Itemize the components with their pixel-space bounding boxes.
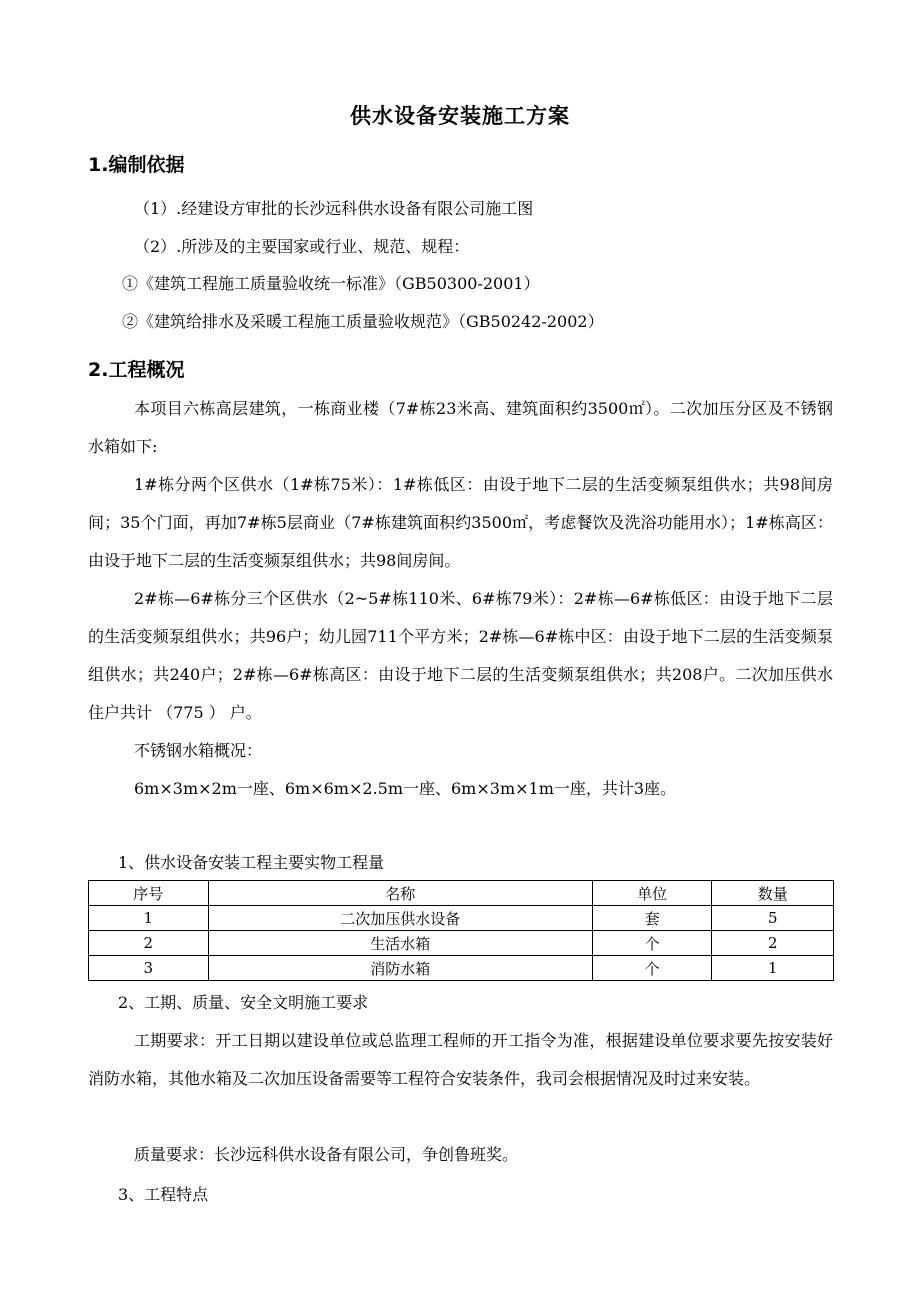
table-cell-index: 1 <box>89 906 209 931</box>
section-heading-features: 3、工程特点 <box>118 1185 209 1204</box>
basis-item-1: （1）.经建设方审批的长沙远科供水设备有限公司施工图 <box>134 199 534 218</box>
table-cell-name: 二次加压供水设备 <box>208 906 592 931</box>
table-cell-name: 消防水箱 <box>208 956 592 981</box>
basis-standard-2: ②《建筑给排水及采暖工程施工质量验收规范》（GB50242-2002） <box>122 312 604 331</box>
section-heading-overview: 2.工程概况 <box>88 359 185 381</box>
document-title: 供水设备安装施工方案 <box>350 104 570 128</box>
table-row <box>89 956 834 981</box>
table-cell-quantity: 5 <box>712 906 834 931</box>
table-header-name: 名称 <box>208 881 592 906</box>
table-header-row <box>89 881 834 906</box>
overview-tank-dimensions: 6m×3m×2m一座、6m×6m×2.5m一座、6m×3m×1m一座，共计3座。 <box>134 779 677 798</box>
basis-item-2: （2）.所涉及的主要国家或行业、规范、规程： <box>134 237 470 256</box>
table-header-unit: 单位 <box>592 881 712 906</box>
table-header-quantity: 数量 <box>712 881 834 906</box>
table-row <box>89 906 834 931</box>
schedule-requirement-paragraph: 工期要求：开工日期以建设单位或总监理工程师的开工指令为准，根据建设单位要求要先按安装好消防水箱，其他水箱及二次加压设备需要等工程符合安装条件，我司会根据情况及时过来安装。 <box>88 1031 833 1088</box>
overview-tank-summary-label: 不锈钢水箱概况： <box>134 741 263 760</box>
overview-paragraph-building-1: 1#栋分两个区供水（1#栋75米）：1#栋低区：由设于地下二层的生活变频泵组供水；共98间房间；35个门面，再加7#栋5层商业（7#栋建筑面积约3500㎡，考虑餐饮及洗浴功能用水）；1#栋高区：由设于地下二层的生活变频泵组供水；共98间房间。 <box>88 475 833 570</box>
table-row <box>89 931 834 956</box>
quality-requirement-paragraph: 质量要求：长沙远科供水设备有限公司，争创鲁班奖。 <box>134 1145 519 1164</box>
overview-paragraph-building-2-6: 2#栋—6#栋分三个区供水（2~5#栋110米、6#栋79米）：2#栋—6#栋低区：由设于地下二层的生活变频泵组供水；共96户；幼儿园711个平方米；2#栋—6#栋中区：由设于地下二层的生活变频泵组供水；共240户；2#栋—6#栋高区：由设于地下二层的生活变频泵组供水；共208户。二次加压供水住户共计 （775 ） 户。 <box>88 589 833 722</box>
quantity-table <box>88 880 834 981</box>
section-heading-basis: 1.编制依据 <box>88 154 185 176</box>
overview-paragraph-intro: 本项目六栋高层建筑，一栋商业楼（7#栋23米高、建筑面积约3500㎡）。二次加压分区及不锈钢水箱如下: <box>88 399 833 456</box>
table-cell-unit: 个 <box>592 931 712 956</box>
table-caption: 1、供水设备安装工程主要实物工程量 <box>118 853 385 872</box>
basis-standard-1: ①《建筑工程施工质量验收统一标准》（GB50300-2001） <box>122 274 540 293</box>
table-cell-quantity: 1 <box>712 956 834 981</box>
table-cell-unit: 个 <box>592 956 712 981</box>
table-cell-index: 2 <box>89 931 209 956</box>
table-cell-quantity: 2 <box>712 931 834 956</box>
table-header-index: 序号 <box>89 881 209 906</box>
table-cell-index: 3 <box>89 956 209 981</box>
section-heading-requirements: 2、工期、质量、安全文明施工要求 <box>118 993 369 1012</box>
table-cell-unit: 套 <box>592 906 712 931</box>
table-cell-name: 生活水箱 <box>208 931 592 956</box>
